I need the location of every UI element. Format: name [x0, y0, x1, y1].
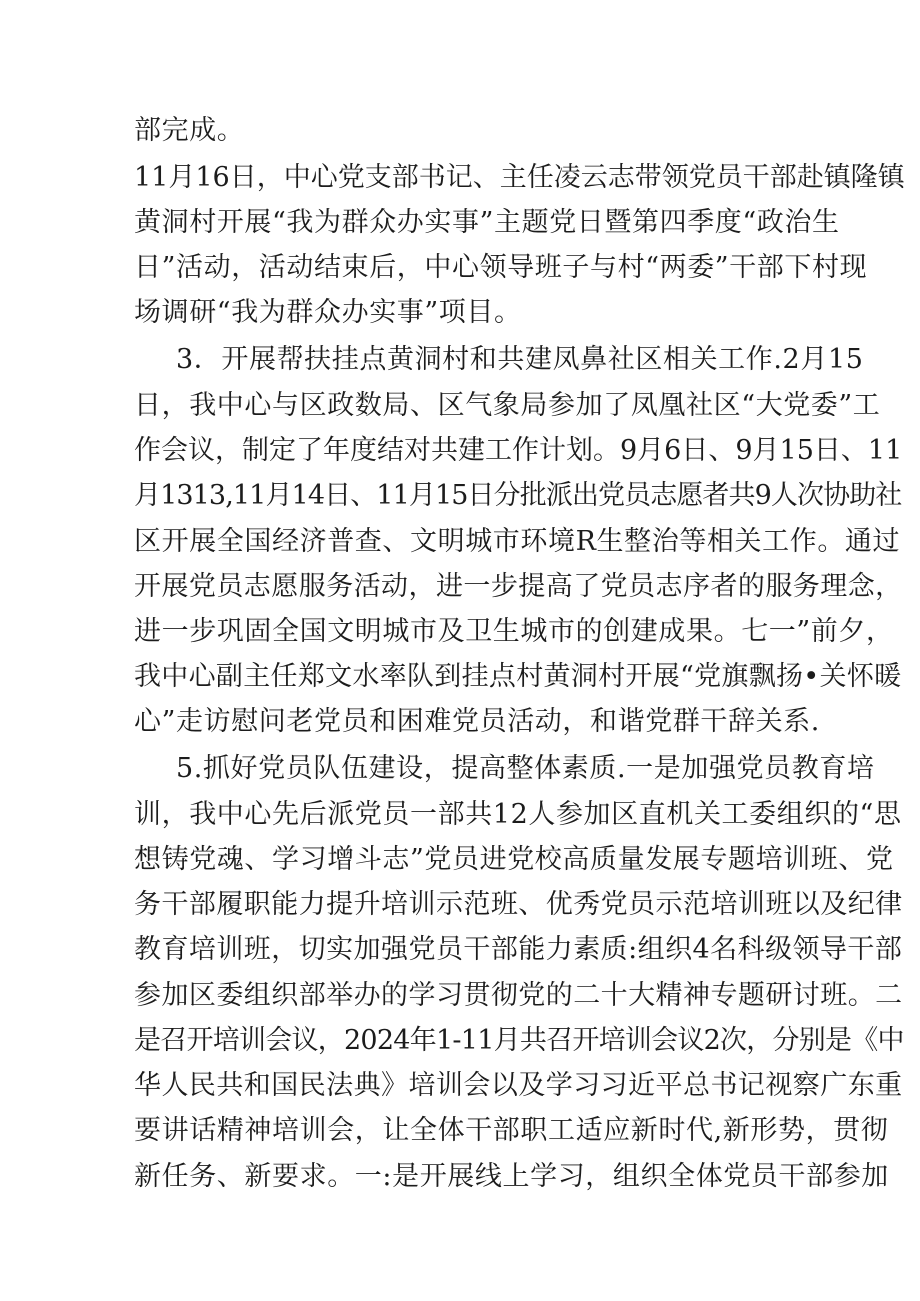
text-line-5: 场调研“我为群众办实事”项目。: [134, 297, 522, 328]
text-line-12: 进一步巩固全国文明城市及卫生城市的创建成果。七一”前夕，: [134, 616, 894, 647]
text-line-11: 开展党员志愿服务活动，进一步提高了党员志序者的服务理念，: [134, 571, 903, 602]
text-line-15: 5.抓好党员队伍建设，提高整体素质.一是加强党员教育培: [176, 753, 875, 784]
text-line-10: 区开展全国经济普查、文明城市环境R生整治等相关工作。通过: [134, 526, 901, 557]
text-line-13: 我中心副主任郑文水率队到挂点村黄洞村开展“党旗飘扬•关怀暖: [134, 661, 902, 692]
text-line-23: 要讲话精神培训会，让全体干部职工适应新时代,新形势，贯彻: [134, 1115, 889, 1146]
text-line-22: 华人民共和国民法典》培训会以及学习习近平总书记视察广东重: [134, 1070, 903, 1101]
text-line-3: 黄洞村开展“我为群众办实事”主题党日暨第四季度“政治生: [134, 207, 840, 238]
text-line-16: 训，我中心先后派党员一部共12人参加区直机关工委组织的“思: [134, 799, 902, 830]
text-line-14: 心”走访慰问老党员和困难党员活动，和谐党群干辞关系.: [134, 706, 820, 737]
text-line-7: 日，我中心与区政数局、区气象局参加了凤凰社区“大党委”工: [134, 390, 881, 421]
text-line-20: 参加区委组织部举办的学习贯彻党的二十大精神专题研讨班。二: [134, 980, 903, 1011]
text-line-1: 部完成。: [134, 115, 245, 146]
text-line-24: 新任务、新要求。一:是开展线上学习，组织全体党员干部参加: [134, 1161, 889, 1192]
text-line-9: 月1313,11月14日、11月15日分批派出党员志愿者共9人次协助社: [134, 480, 902, 511]
text-line-8: 作会议，制定了年度结对共建工作计划。9月6日、9月15日、11: [134, 435, 903, 466]
text-line-17: 想铸党魂、学习增斗志”党员进党校高质量发展专题培训班、党: [134, 844, 894, 875]
text-line-19: 教育培训班，切实加强党员干部能力素质:组织4名科级领导干部: [134, 934, 903, 965]
text-line-21: 是召开培训会议，2024年1-11月共召开培训会议2次，分别是《中: [134, 1025, 904, 1056]
text-line-6: 3．开展帮扶挂点黄洞村和共建凤鼻社区相关工作.2月15: [176, 344, 864, 375]
text-line-2: 11月16日，中心党支部书记、主任凌云志带领党员干部赴镇隆镇: [134, 162, 905, 193]
text-line-4: 日”活动，活动结束后，中心领导班子与村“两委”干部下村现: [134, 252, 868, 283]
text-line-18: 务干部履职能力提升培训示范班、优秀党员示范培训班以及纪律: [134, 889, 903, 920]
